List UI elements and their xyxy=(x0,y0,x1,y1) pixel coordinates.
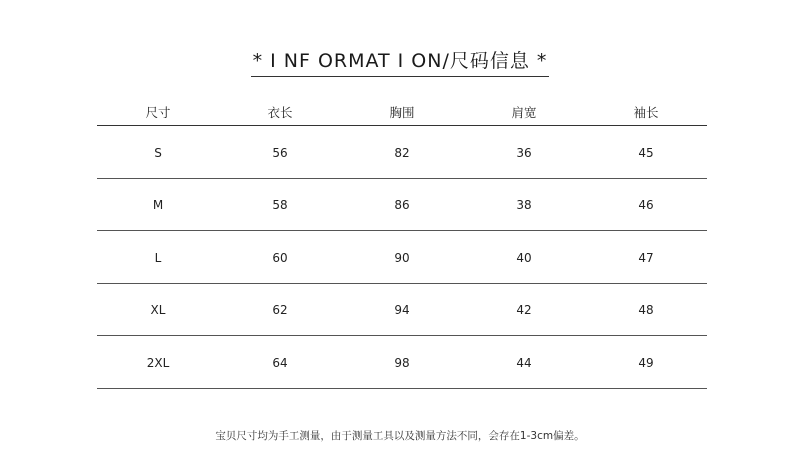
table-cell-shoulder: 38 xyxy=(516,198,532,213)
table-cell-sleeve: 46 xyxy=(638,198,654,213)
table-cell-chest: 86 xyxy=(394,198,410,213)
table-row xyxy=(97,126,707,179)
header-cell-chest: 胸围 xyxy=(389,104,415,120)
table-cell-sleeve: 48 xyxy=(638,303,654,318)
table-row xyxy=(97,179,707,232)
table-cell-size: 2XL xyxy=(146,355,170,370)
table-cell-chest: 94 xyxy=(394,303,410,318)
table-cell-size: M xyxy=(152,198,164,213)
table-cell-shoulder: 40 xyxy=(516,250,532,265)
table-cell-length: 62 xyxy=(272,303,288,318)
table-cell-sleeve: 47 xyxy=(638,250,654,265)
table-cell-chest: 98 xyxy=(394,355,410,370)
table-cell-sleeve: 49 xyxy=(638,355,654,370)
table-cell-chest: 82 xyxy=(394,145,410,160)
table-cell-size: S xyxy=(154,145,162,160)
page-title xyxy=(0,46,800,77)
table-row xyxy=(97,284,707,337)
table-row xyxy=(97,231,707,284)
table-cell-shoulder: 44 xyxy=(516,355,532,370)
measurement-note: 宝贝尺寸均为手工测量，由于测量工具以及测量方法不同，会存在1-3cm偏差。 xyxy=(215,430,585,442)
table-cell-length: 60 xyxy=(272,250,288,265)
size-table xyxy=(97,98,707,389)
table-row xyxy=(97,336,707,389)
table-cell-chest: 90 xyxy=(394,250,410,265)
header-cell-shoulder: 肩宽 xyxy=(511,104,537,120)
header-cell-sleeve: 袖长 xyxy=(633,104,659,120)
table-cell-shoulder: 36 xyxy=(516,145,532,160)
table-cell-length: 56 xyxy=(272,145,288,160)
header-cell-length: 衣长 xyxy=(267,104,293,120)
page-title-text: * I NF ORMAT I ON/尺码信息 * xyxy=(251,46,550,77)
table-cell-size: XL xyxy=(150,303,166,318)
table-cell-size: L xyxy=(154,250,162,265)
table-cell-length: 64 xyxy=(272,355,288,370)
table-header-row xyxy=(97,98,707,126)
table-cell-length: 58 xyxy=(272,198,288,213)
table-cell-shoulder: 42 xyxy=(516,303,532,318)
header-cell-size: 尺寸 xyxy=(145,104,171,120)
table-cell-sleeve: 45 xyxy=(638,145,654,160)
